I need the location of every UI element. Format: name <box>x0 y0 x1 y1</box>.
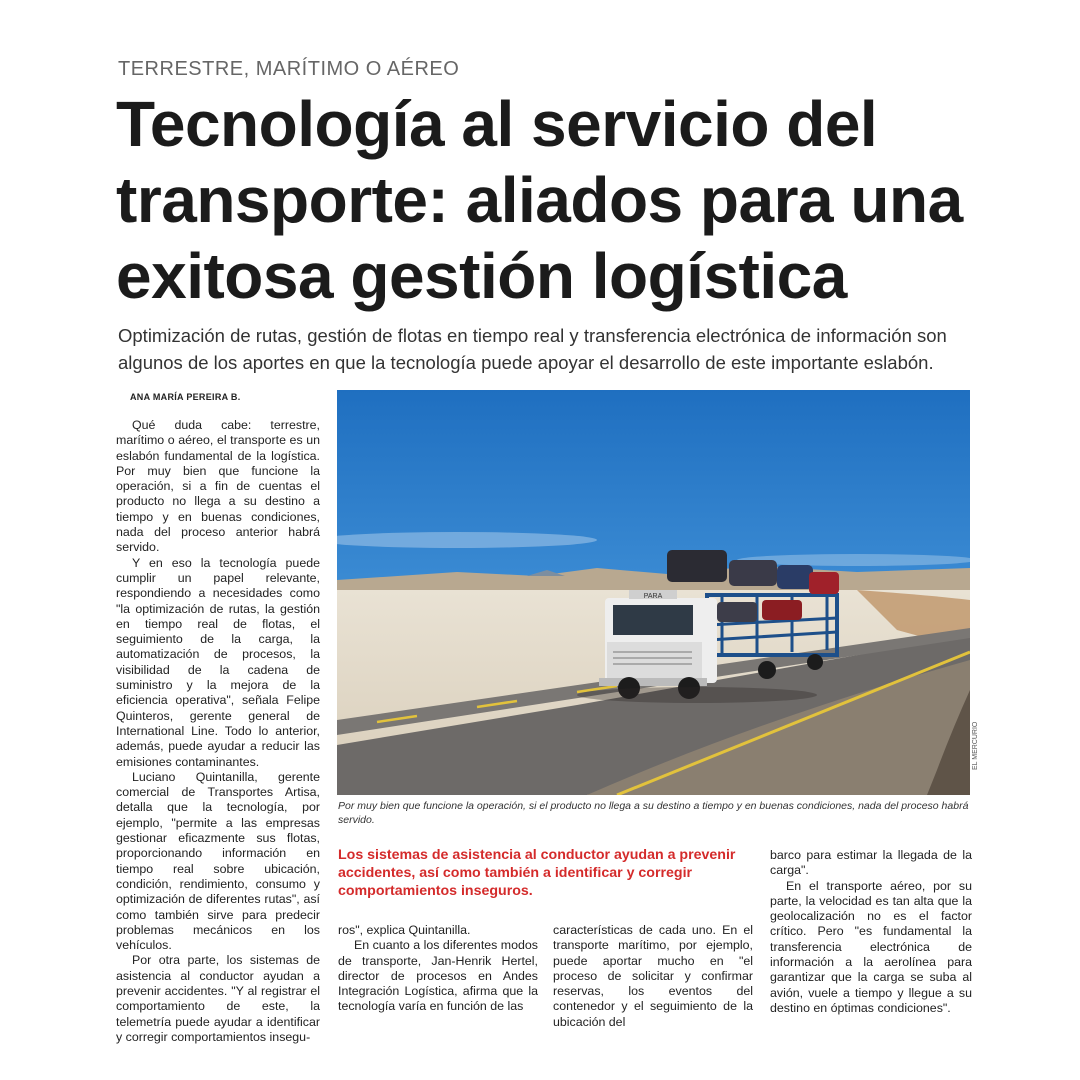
truck-photo <box>337 390 970 795</box>
photo-credit: EL MERCURIO <box>972 721 979 770</box>
paragraph: ros", explica Quintanilla. <box>338 923 471 937</box>
paragraph: En cuanto a los diferentes modos de transporte, Jan-Henrik Hertel, director de procesos en Andes Integración Logística, afirma que la tecnología varía en función de las <box>338 938 538 1014</box>
article-column-3 <box>553 923 753 1030</box>
paragraph: Por otra parte, los sistemas de asistencia al conductor ayudan a prevenir accidentes. "Y al registrar el comportamiento de este, la telemetría puede ayudar a identificar y corregir comportamientos insegu- <box>116 953 320 1044</box>
truck-photo-illustration <box>337 390 970 795</box>
author-byline: ANA MARÍA PEREIRA B. <box>130 392 241 402</box>
section-kicker: TERRESTRE, MARÍTIMO O AÉREO <box>118 58 460 80</box>
photo-caption: Por muy bien que funcione la operación, si el producto no llega a su destino a tiempo y en buenas condiciones, nada del proceso habrá servido. <box>338 800 969 826</box>
paragraph: Y en eso la tecnología puede cumplir un papel relevante, respondiendo a necesidades como "la optimización de rutas, la gestión en tiempo real de flotas, el seguimiento de la carga, la automatización de procesos, la visibilidad de la cadena de suministro y la mejora de la eficiencia operativa", señala Felipe Quinteros, gerente general de International Line. Todo lo anterior, además, puede ayudar a reducir las emisiones contaminantes. <box>116 555 320 769</box>
article-column-4 <box>770 848 972 1016</box>
paragraph: Qué duda cabe: terrestre, marítimo o aéreo, el transporte es un eslabón fundamental de la logística. Por muy bien que funcione la operación, si a fin de cuentas el producto no llega a su destino a tiempo y en buenas condiciones, nada del proceso anterior habrá servido. <box>116 418 320 555</box>
article-column-1 <box>116 418 320 1045</box>
paragraph: barco para estimar la llegada de la carga". <box>770 848 972 878</box>
article-deck: Optimización de rutas, gestión de flotas en tiempo real y transferencia electrónica de información son algunos de los aportes en que la tecnología puede apoyar el desarrollo de este importante eslabón. <box>118 325 947 373</box>
article-column-2 <box>338 923 538 1015</box>
truck-sign: PARA <box>643 593 663 600</box>
paragraph: Luciano Quintanilla, gerente comercial de Transportes Artisa, detalla que la tecnología, por ejemplo, "permite a las empresas gestionar eficazmente sus flotas, proporcionando información en tiempo real sobre ubicación, condición, rendimiento, consumo y optimización de diferentes rutas", así como también sirve para predecir problemas mecánicos en los vehículos. <box>116 769 320 953</box>
paragraph: características de cada uno. En el transporte marítimo, por ejemplo, puede aportar mucho en "el proceso de solicitar y confirmar reservas, los eventos del contenedor y el seguimiento de la ubicación del <box>553 923 753 1029</box>
article-headline: Tecnología al servicio del transporte: aliados para una exitosa gestión logística <box>116 88 963 312</box>
paragraph: En el transporte aéreo, por su parte, la velocidad es tan alta que la geolocalización no es el factor crítico. Pero "es fundamental la transferencia electrónica de información a la aerolínea para garantizar que la carga se suba al avión, vuele a tiempo y llegue a su destino en óptimas condiciones". <box>770 878 972 1015</box>
pull-quote: Los sistemas de asistencia al conductor ayudan a prevenir accidentes, así como también a identificar y corregir comportamientos inseguros. <box>338 847 736 899</box>
